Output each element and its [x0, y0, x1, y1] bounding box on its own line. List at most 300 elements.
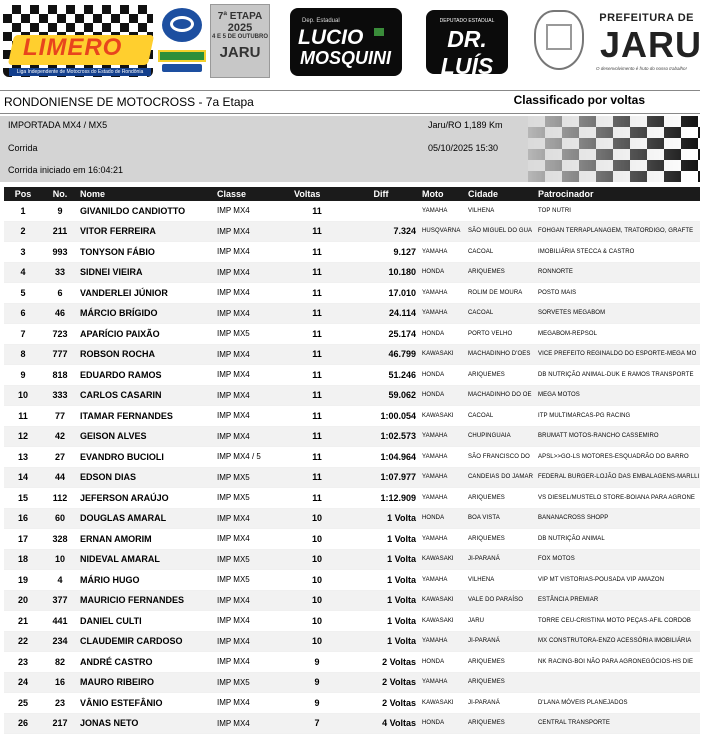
cell-patro: BRUMATT MOTOS-RANCHO CASSEMIRO	[536, 426, 700, 447]
cell-nome: VANDERLEI JÚNIOR	[78, 283, 215, 304]
cell-cidade: ARIQUEMES	[466, 713, 536, 734]
cell-patro: NK RACING-BOI NÃO PARA AGRONEGÓCIOS-HS DIE	[536, 652, 700, 673]
cell-classe: IMP MX4	[215, 283, 292, 304]
cell-patro: DB NUTRIÇÃO ANIMAL	[536, 529, 700, 550]
cell-cidade: JI-PARANÁ	[466, 549, 536, 570]
cell-pos: 16	[4, 508, 40, 529]
cell-classe: IMP MX4	[215, 385, 292, 406]
cell-pos: 26	[4, 713, 40, 734]
cell-moto: YAMAHA	[420, 631, 466, 652]
cell-classe: IMP MX4	[215, 693, 292, 714]
cell-cidade: JI-PARANÁ	[466, 693, 536, 714]
table-header-row	[4, 187, 700, 201]
cell-pos: 5	[4, 283, 40, 304]
cell-pos: 19	[4, 570, 40, 591]
cell-patro: TOP NUTRI	[536, 201, 700, 221]
col-pos: Pos	[4, 187, 40, 201]
cell-voltas: 11	[292, 447, 340, 468]
cell-cidade: MACHADINHO DO OE	[466, 385, 536, 406]
cell-moto: HONDA	[420, 365, 466, 386]
cell-patro: MX CONSTRUTORA-ENZO ACESSÓRIA IMOBILIÁRIA	[536, 631, 700, 652]
jaru-seal-icon	[528, 6, 590, 76]
cell-moto: KAWASAKI	[420, 693, 466, 714]
cell-classe: IMP MX4	[215, 631, 292, 652]
cell-classe: IMP MX5	[215, 467, 292, 488]
sponsor-banner	[0, 0, 702, 88]
cell-diff: 1 Volta	[340, 508, 420, 529]
cell-patro: IMOBILIÁRIA STECCA & CASTRO	[536, 242, 700, 263]
cell-diff: 1:12.909	[340, 488, 420, 509]
classified-label: Classificado por voltas	[513, 93, 645, 107]
cell-nome: MAURO RIBEIRO	[78, 672, 215, 693]
cell-nome: NIDEVAL AMARAL	[78, 549, 215, 570]
table-row	[4, 611, 700, 632]
cell-cidade: VILHENA	[466, 201, 536, 221]
table-row	[4, 652, 700, 673]
cell-cidade: VILHENA	[466, 570, 536, 591]
cell-no: 377	[40, 590, 78, 611]
cell-pos: 3	[4, 242, 40, 263]
cell-cidade: MACHADINHO D'OES	[466, 344, 536, 365]
table-row	[4, 426, 700, 447]
etapa-info-box	[210, 4, 270, 78]
cell-pos: 7	[4, 324, 40, 345]
table-row	[4, 303, 700, 324]
table-row	[4, 570, 700, 591]
cell-diff: 1:07.977	[340, 467, 420, 488]
cell-voltas: 7	[292, 713, 340, 734]
race-type: Corrida	[8, 143, 38, 153]
cell-pos: 12	[4, 426, 40, 447]
prefeitura-city: JARU	[600, 24, 702, 65]
table-row	[4, 262, 700, 283]
table-row	[4, 283, 700, 304]
cell-no: 4	[40, 570, 78, 591]
col-classe: Classe	[215, 187, 292, 201]
luis-bottom: DO HOSPITAL	[450, 82, 484, 88]
cell-classe: IMP MX5	[215, 488, 292, 509]
cell-moto: HONDA	[420, 324, 466, 345]
table-row	[4, 713, 700, 734]
cell-patro: TORRE CEU-CRISTINA MOTO PEÇAS-AFIL CORDOB	[536, 611, 700, 632]
cell-nome: ITAMAR FERNANDES	[78, 406, 215, 427]
cell-voltas: 11	[292, 406, 340, 427]
etapa-year: 2025	[227, 22, 253, 34]
cell-moto: KAWASAKI	[420, 549, 466, 570]
cell-classe: IMP MX4	[215, 303, 292, 324]
cell-voltas: 11	[292, 467, 340, 488]
etapa-number: 7ª ETAPA	[217, 11, 263, 22]
results-table	[4, 187, 700, 734]
lucio-line1: LUCIO	[298, 26, 364, 49]
table-row	[4, 406, 700, 427]
cell-classe: IMP MX4	[215, 426, 292, 447]
cell-cidade: JI-PARANÁ	[466, 631, 536, 652]
table-row	[4, 488, 700, 509]
cell-no: 16	[40, 672, 78, 693]
cell-patro: FOHGAN TERRAPLANAGEM, TRATORDIGO, GRAFTE	[536, 221, 700, 242]
cell-nome: ERNAN AMORIM	[78, 529, 215, 550]
cell-patro: VIP MT VISTORIAS-POUSADA VIP AMAZON	[536, 570, 700, 591]
cell-moto: YAMAHA	[420, 672, 466, 693]
luis-top: DEPUTADO ESTADUAL	[439, 18, 495, 24]
cell-voltas: 11	[292, 324, 340, 345]
cell-voltas: 11	[292, 303, 340, 324]
cell-no: 44	[40, 467, 78, 488]
cell-moto: KAWASAKI	[420, 611, 466, 632]
cell-pos: 10	[4, 385, 40, 406]
cell-no: 27	[40, 447, 78, 468]
cell-moto: YAMAHA	[420, 570, 466, 591]
table-row	[4, 365, 700, 386]
cell-classe: IMP MX4	[215, 406, 292, 427]
cell-moto: HONDA	[420, 652, 466, 673]
cell-pos: 21	[4, 611, 40, 632]
cell-cidade: CACOAL	[466, 406, 536, 427]
cell-diff: 1:04.964	[340, 447, 420, 468]
cell-no: 9	[40, 201, 78, 221]
cell-nome: CLAUDEMIR CARDOSO	[78, 631, 215, 652]
cell-classe: IMP MX5	[215, 324, 292, 345]
race-datetime: 05/10/2025 15:30	[428, 143, 499, 153]
cell-nome: VITOR FERREIRA	[78, 221, 215, 242]
cell-voltas: 10	[292, 529, 340, 550]
cell-classe: IMP MX4	[215, 652, 292, 673]
cell-no: 993	[40, 242, 78, 263]
race-location: Jaru/RO 1,189 Km	[428, 120, 503, 130]
prefeitura-slogan: O desenvolvimento é fruto do nosso trabalho!	[596, 66, 687, 71]
cell-nome: ROBSON ROCHA	[78, 344, 215, 365]
cell-classe: IMP MX4	[215, 713, 292, 734]
event-title-bar	[0, 90, 700, 114]
col-cidade: Cidade	[466, 187, 536, 201]
cell-moto: KAWASAKI	[420, 590, 466, 611]
cell-classe: IMP MX4	[215, 365, 292, 386]
cell-nome: CARLOS CASARIN	[78, 385, 215, 406]
cell-no: 82	[40, 652, 78, 673]
table-row	[4, 201, 700, 221]
cell-nome: SIDNEI VIEIRA	[78, 262, 215, 283]
table-row	[4, 693, 700, 714]
cell-voltas: 11	[292, 488, 340, 509]
cell-voltas: 10	[292, 549, 340, 570]
cell-diff: 24.114	[340, 303, 420, 324]
cell-pos: 25	[4, 693, 40, 714]
cell-classe: IMP MX4	[215, 590, 292, 611]
cell-classe: IMP MX5	[215, 549, 292, 570]
cell-classe: IMP MX4	[215, 201, 292, 221]
cell-no: 10	[40, 549, 78, 570]
cell-moto: YAMAHA	[420, 242, 466, 263]
cell-nome: MÁRIO HUGO	[78, 570, 215, 591]
etapa-date: 4 E 5 DE OUTUBRO	[211, 34, 268, 40]
cell-nome: APARÍCIO PAIXÃO	[78, 324, 215, 345]
cell-patro: MEGABOM-REPSOL	[536, 324, 700, 345]
etapa-city: JARU	[219, 44, 261, 61]
cell-diff: 1 Volta	[340, 631, 420, 652]
cell-pos: 2	[4, 221, 40, 242]
cell-no: 23	[40, 693, 78, 714]
cell-voltas: 11	[292, 344, 340, 365]
cell-voltas: 10	[292, 570, 340, 591]
cell-cidade: ARIQUEMES	[466, 262, 536, 283]
cell-cidade: SÃO MIGUEL DO GUA	[466, 221, 536, 242]
cell-pos: 20	[4, 590, 40, 611]
cell-moto: HONDA	[420, 385, 466, 406]
col-patrocinador: Patrocinador	[536, 187, 700, 201]
cell-diff: 1:02.573	[340, 426, 420, 447]
table-row	[4, 385, 700, 406]
cell-no: 60	[40, 508, 78, 529]
cell-no: 818	[40, 365, 78, 386]
race-start-time: Corrida iniciado em 16:04:21	[8, 165, 124, 175]
cell-diff: 1 Volta	[340, 611, 420, 632]
cell-voltas: 11	[292, 385, 340, 406]
cell-diff: 51.246	[340, 365, 420, 386]
cell-pos: 22	[4, 631, 40, 652]
cell-cidade: SÃO FRANCISCO DO	[466, 447, 536, 468]
race-class: IMPORTADA MX4 / MX5	[8, 120, 108, 130]
cell-cidade: CHUPINGUAIA	[466, 426, 536, 447]
cell-classe: IMP MX4	[215, 242, 292, 263]
cell-cidade: VALE DO PARAÍSO	[466, 590, 536, 611]
cell-moto: HONDA	[420, 262, 466, 283]
cell-moto: KAWASAKI	[420, 406, 466, 427]
cell-cidade: JARU	[466, 611, 536, 632]
cell-voltas: 10	[292, 611, 340, 632]
col-no: No.	[40, 187, 78, 201]
cell-patro: FEDERAL BURGER-LOJÃO DAS EMBALAGENS-MARLLI	[536, 467, 700, 488]
cell-nome: ANDRÉ CASTRO	[78, 652, 215, 673]
cell-voltas: 11	[292, 242, 340, 263]
cell-moto: YAMAHA	[420, 283, 466, 304]
cell-diff: 1 Volta	[340, 590, 420, 611]
table-row	[4, 447, 700, 468]
table-row	[4, 631, 700, 652]
cell-no: 6	[40, 283, 78, 304]
cell-classe: IMP MX4	[215, 344, 292, 365]
cell-moto: YAMAHA	[420, 467, 466, 488]
cell-diff	[340, 201, 420, 221]
table-row	[4, 324, 700, 345]
cell-classe: IMP MX4 / 5	[215, 447, 292, 468]
cell-diff: 1 Volta	[340, 529, 420, 550]
cell-cidade: PORTO VELHO	[466, 324, 536, 345]
event-title: RONDONIENSE DE MOTOCROSS - 7a Etapa	[4, 95, 254, 109]
table-row	[4, 242, 700, 263]
cell-cidade: ARIQUEMES	[466, 365, 536, 386]
cell-diff: 10.180	[340, 262, 420, 283]
lucio-line2: MOSQUINI	[300, 48, 392, 68]
cell-classe: IMP MX4	[215, 529, 292, 550]
cell-patro: DB NUTRIÇÃO ANIMAL-DUK E RAMOS TRANSPORTE	[536, 365, 700, 386]
cell-cidade: ARIQUEMES	[466, 652, 536, 673]
table-row	[4, 344, 700, 365]
cell-diff: 1 Volta	[340, 570, 420, 591]
limero-subtitle: Liga Independente de Motocross do Estado de Rondônia	[9, 68, 151, 76]
cell-diff: 17.010	[340, 283, 420, 304]
cell-pos: 4	[4, 262, 40, 283]
cell-pos: 6	[4, 303, 40, 324]
cell-nome: TONYSON FÁBIO	[78, 242, 215, 263]
cell-patro: ITP MULTIMARCAS-PG RACING	[536, 406, 700, 427]
cell-nome: EVANDRO BUCIOLI	[78, 447, 215, 468]
cell-patro: MEGA MOTOS	[536, 385, 700, 406]
cell-cidade: ROLIM DE MOURA	[466, 283, 536, 304]
cell-classe: IMP MX4	[215, 221, 292, 242]
cell-nome: GIVANILDO CANDIOTTO	[78, 201, 215, 221]
cell-pos: 1	[4, 201, 40, 221]
col-diff: Diff	[340, 187, 420, 201]
cell-voltas: 11	[292, 283, 340, 304]
col-moto: Moto	[420, 187, 466, 201]
cell-nome: EDSON DIAS	[78, 467, 215, 488]
cell-voltas: 11	[292, 365, 340, 386]
limero-name: LIMERO	[23, 34, 123, 61]
cell-voltas: 11	[292, 201, 340, 221]
cell-no: 33	[40, 262, 78, 283]
limero-logo	[3, 5, 153, 77]
cell-diff: 25.174	[340, 324, 420, 345]
cell-classe: IMP MX4	[215, 611, 292, 632]
cell-patro: VICE PREFEITO REGINALDO DO ESPORTE-MEGA MO	[536, 344, 700, 365]
cell-classe: IMP MX4	[215, 508, 292, 529]
cell-pos: 8	[4, 344, 40, 365]
cell-voltas: 10	[292, 631, 340, 652]
cell-moto: HUSQVARNA	[420, 221, 466, 242]
cell-no: 217	[40, 713, 78, 734]
cell-patro: VS DIESEL/MUSTELO STORE-BOIANA PARA AGRONE	[536, 488, 700, 509]
cell-no: 42	[40, 426, 78, 447]
table-row	[4, 590, 700, 611]
cell-no: 777	[40, 344, 78, 365]
cell-voltas: 10	[292, 590, 340, 611]
cell-cidade: ARIQUEMES	[466, 672, 536, 693]
cell-pos: 13	[4, 447, 40, 468]
cell-no: 328	[40, 529, 78, 550]
cell-moto: YAMAHA	[420, 303, 466, 324]
cell-cidade: CANDEIAS DO JAMAR	[466, 467, 536, 488]
cell-pos: 9	[4, 365, 40, 386]
cell-pos: 14	[4, 467, 40, 488]
cell-patro: BANANACROSS SHOPP	[536, 508, 700, 529]
cell-voltas: 11	[292, 426, 340, 447]
col-nome: Nome	[78, 187, 215, 201]
cell-pos: 17	[4, 529, 40, 550]
cell-moto: YAMAHA	[420, 529, 466, 550]
cell-classe: IMP MX5	[215, 570, 292, 591]
table-row	[4, 467, 700, 488]
cell-diff: 1:00.054	[340, 406, 420, 427]
cell-pos: 23	[4, 652, 40, 673]
cell-pos: 11	[4, 406, 40, 427]
cell-cidade: ARIQUEMES	[466, 488, 536, 509]
cell-patro: APSL>>GO-LS MOTORES-ESQUADRÃO DO BARRO	[536, 447, 700, 468]
cell-patro: RONNORTE	[536, 262, 700, 283]
cell-moto: YAMAHA	[420, 201, 466, 221]
cell-no: 234	[40, 631, 78, 652]
prefeitura-jaru-logo	[594, 6, 702, 76]
cell-cidade: CACOAL	[466, 242, 536, 263]
cell-classe: IMP MX4	[215, 262, 292, 283]
cell-nome: GEISON ALVES	[78, 426, 215, 447]
lucio-mosquini-logo	[290, 8, 402, 76]
prefeitura-label: PREFEITURA DE	[599, 12, 694, 24]
cell-nome: DOUGLAS AMARAL	[78, 508, 215, 529]
cell-patro: POSTO MAIS	[536, 283, 700, 304]
cell-no: 77	[40, 406, 78, 427]
cell-moto: KAWASAKI	[420, 344, 466, 365]
cell-classe: IMP MX5	[215, 672, 292, 693]
race-info-box	[0, 116, 700, 182]
cell-diff: 9.127	[340, 242, 420, 263]
cell-nome: MAURICIO FERNANDES	[78, 590, 215, 611]
cell-patro: D'LANA MÓVEIS PLANEJADOS	[536, 693, 700, 714]
cell-nome: JONAS NETO	[78, 713, 215, 734]
cell-no: 211	[40, 221, 78, 242]
motocross-event-logo	[156, 6, 208, 76]
table-row	[4, 672, 700, 693]
cell-voltas: 11	[292, 221, 340, 242]
cell-diff: 59.062	[340, 385, 420, 406]
cell-nome: JEFERSON ARAÚJO	[78, 488, 215, 509]
col-voltas: Voltas	[292, 187, 340, 201]
cell-pos: 24	[4, 672, 40, 693]
cell-patro: CENTRAL TRANSPORTE	[536, 713, 700, 734]
cell-pos: 15	[4, 488, 40, 509]
motorcycle-icon	[162, 8, 202, 42]
cell-patro: FOX MOTOS	[536, 549, 700, 570]
table-row	[4, 549, 700, 570]
cell-no: 441	[40, 611, 78, 632]
cell-nome: VÂNIO ESTEFÂNIO	[78, 693, 215, 714]
cell-diff: 46.799	[340, 344, 420, 365]
cell-moto: YAMAHA	[420, 426, 466, 447]
table-row	[4, 221, 700, 242]
flag-icon	[374, 28, 384, 36]
cell-diff: 7.324	[340, 221, 420, 242]
cell-cidade: BOA VISTA	[466, 508, 536, 529]
cell-diff: 1 Volta	[340, 549, 420, 570]
cell-cidade: ARIQUEMES	[466, 529, 536, 550]
cell-voltas: 11	[292, 262, 340, 283]
cell-diff: 2 Voltas	[340, 693, 420, 714]
cell-voltas: 9	[292, 693, 340, 714]
checkered-flag-icon	[528, 116, 700, 182]
cell-nome: MÁRCIO BRÍGIDO	[78, 303, 215, 324]
cell-no: 46	[40, 303, 78, 324]
cell-voltas: 10	[292, 508, 340, 529]
cell-moto: YAMAHA	[420, 488, 466, 509]
cell-no: 112	[40, 488, 78, 509]
cell-patro: ESTÂNCIA PREMIAR	[536, 590, 700, 611]
cell-diff: 4 Voltas	[340, 713, 420, 734]
table-row	[4, 508, 700, 529]
cell-voltas: 9	[292, 672, 340, 693]
cell-nome: EDUARDO RAMOS	[78, 365, 215, 386]
cell-no: 723	[40, 324, 78, 345]
luis-name: DR. LUÍS	[440, 26, 494, 79]
cell-nome: DANIEL CULTI	[78, 611, 215, 632]
lucio-top: Dep. Estadual	[302, 18, 340, 24]
cell-no: 333	[40, 385, 78, 406]
cell-voltas: 9	[292, 652, 340, 673]
cell-patro	[536, 672, 700, 693]
dr-luis-logo	[426, 10, 508, 88]
cell-patro: SORVETES MEGABOM	[536, 303, 700, 324]
table-row	[4, 529, 700, 550]
cell-moto: YAMAHA	[420, 447, 466, 468]
